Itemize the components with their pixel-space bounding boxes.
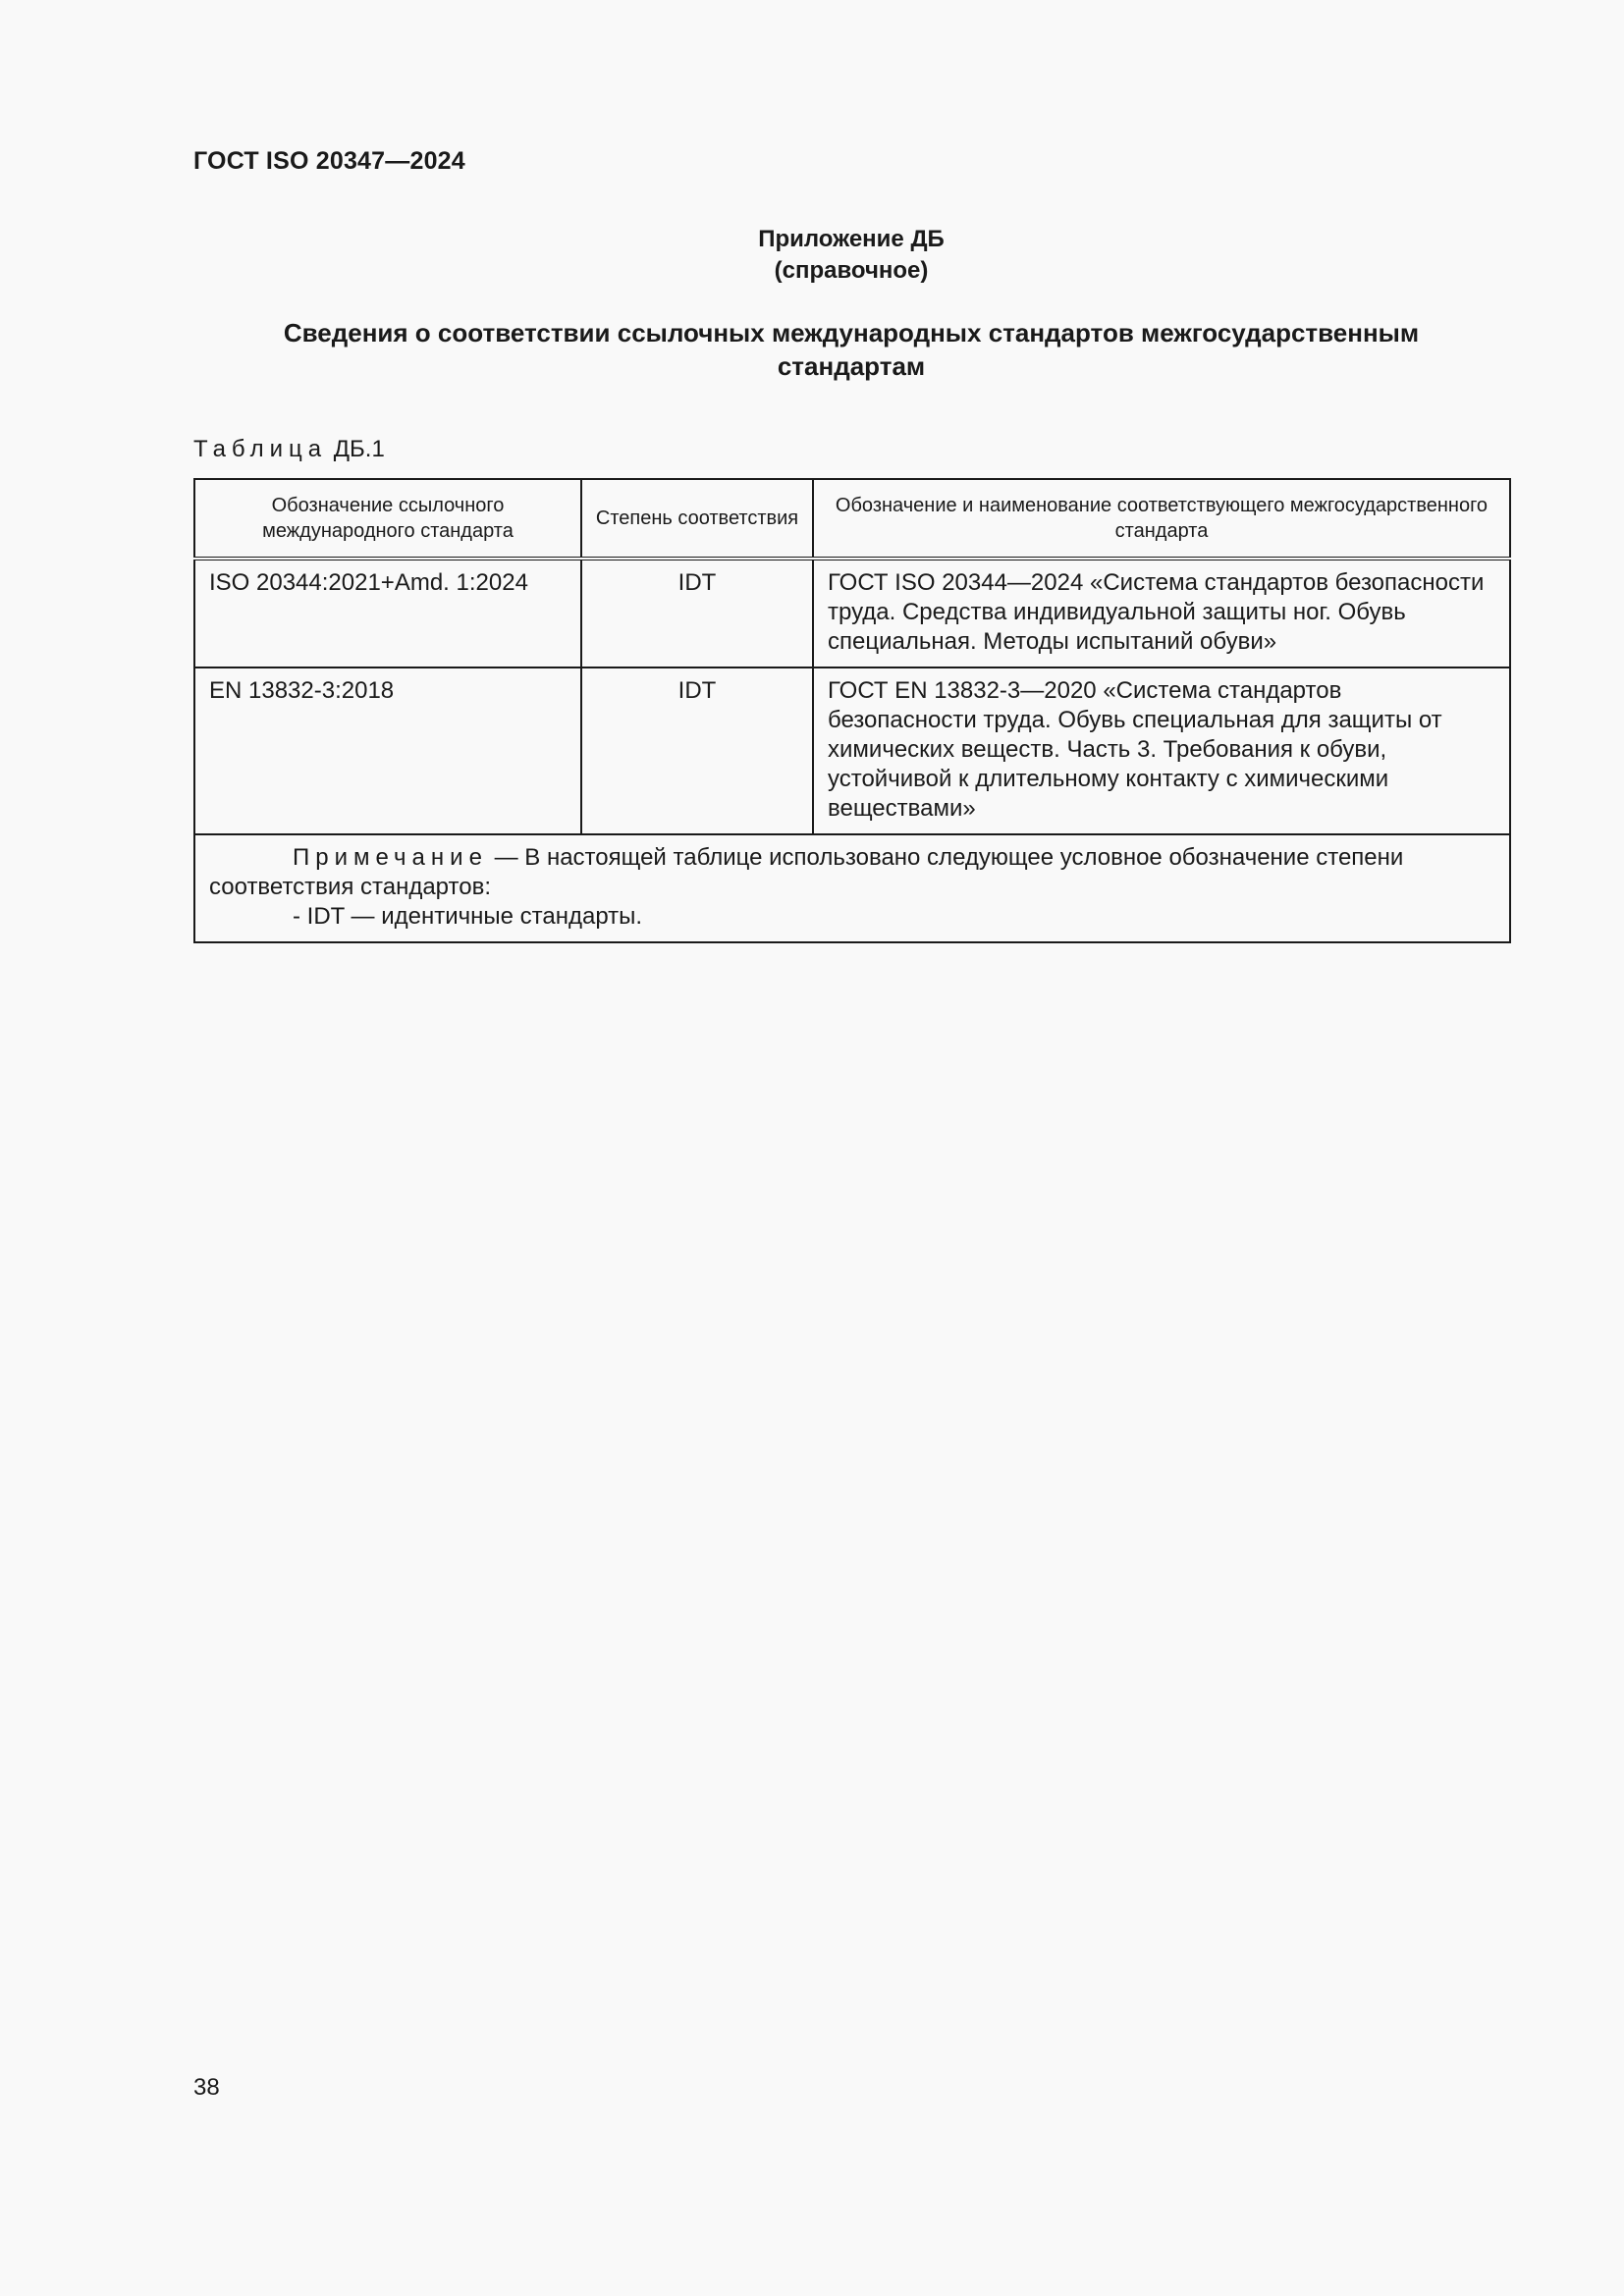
section-title-line-2: стандартам xyxy=(777,351,926,381)
note-text: В настоящей таблице использовано следующее условное обозначение степени соответствия стандартов: xyxy=(209,844,1404,900)
note-dash: — xyxy=(494,844,518,871)
note-list-item: - IDT — идентичные стандарты. xyxy=(293,903,643,930)
appendix-heading xyxy=(193,224,1509,287)
document-id-header: ГОСТ ISO 20347—2024 xyxy=(193,147,465,175)
cell-degree: IDT xyxy=(581,559,813,667)
cell-degree: IDT xyxy=(581,667,813,834)
table-header-row xyxy=(194,479,1510,559)
cell-interstate-standard: ГОСТ ISO 20344—2024 «Система стандартов безопасности труда. Средства индивидуальной защиты ног. Обувь специальная. Методы испытаний обуви» xyxy=(813,559,1510,667)
table-note xyxy=(194,834,1510,942)
note-paragraph xyxy=(209,843,1495,902)
table-row xyxy=(194,667,1510,834)
cell-reference-standard: EN 13832-3:2018 xyxy=(194,667,581,834)
page-number: 38 xyxy=(193,2074,220,2101)
table-note-row xyxy=(194,834,1510,942)
table-row xyxy=(194,559,1510,667)
table-caption-word: Таблица xyxy=(193,436,328,462)
table-caption xyxy=(193,436,385,463)
column-header-degree: Степень соответствия xyxy=(581,479,813,559)
section-title-line-1: Сведения о соответствии ссылочных международных стандартов межгосударственным xyxy=(283,318,1420,347)
column-header-interstate-standard: Обозначение и наименование соответствующего межгосударственного стандарта xyxy=(813,479,1510,559)
appendix-subtitle: (справочное) xyxy=(774,257,929,284)
cell-reference-standard: ISO 20344:2021+Amd. 1:2024 xyxy=(194,559,581,667)
note-label: Примечание xyxy=(293,844,488,871)
correspondence-table xyxy=(193,478,1511,943)
column-header-reference-standard: Обозначение ссылочного международного стандарта xyxy=(194,479,581,559)
appendix-title: Приложение ДБ xyxy=(758,226,945,252)
section-title xyxy=(193,316,1509,383)
table-caption-number: ДБ.1 xyxy=(333,436,385,462)
cell-interstate-standard: ГОСТ EN 13832-3—2020 «Система стандартов безопасности труда. Обувь специальная для защиты от химических веществ. Часть 3. Требования к обуви, устойчивой к длительному контакту с химическими веществами» xyxy=(813,667,1510,834)
